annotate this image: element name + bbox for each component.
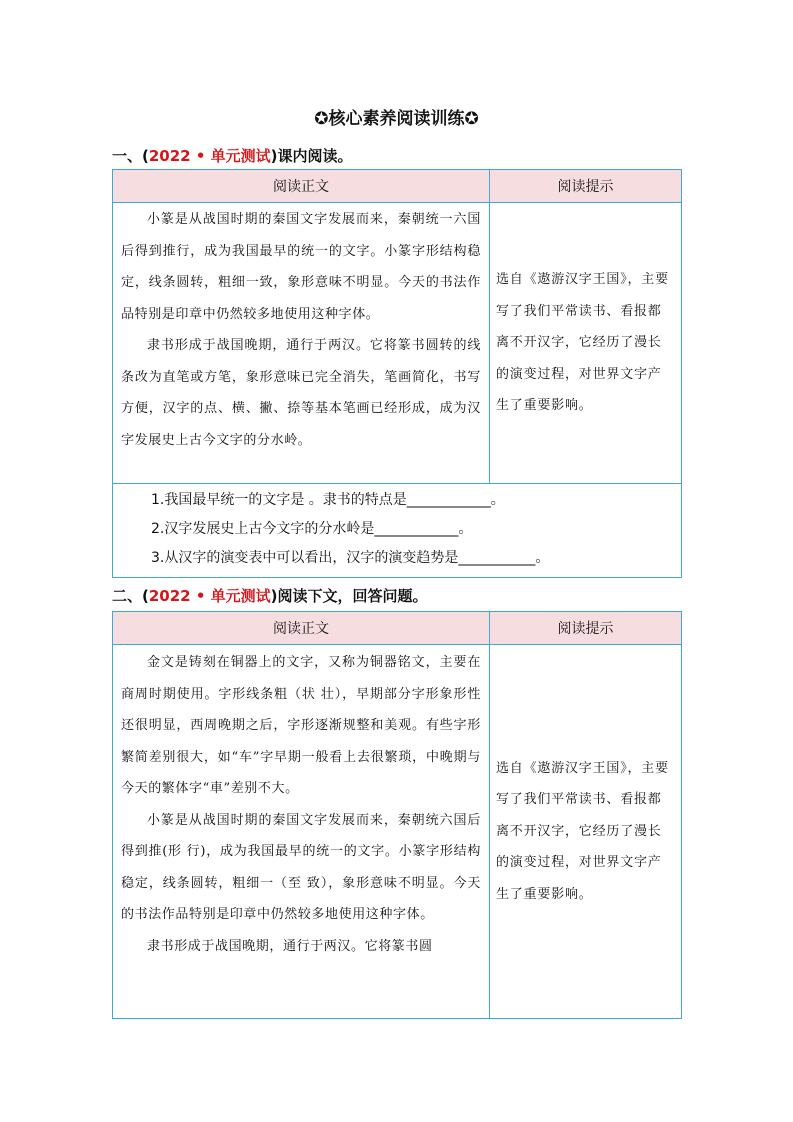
section-2-suffix: )阅读下文，回答问题。: [270, 587, 428, 605]
section-1-prefix: 一、(: [112, 147, 149, 165]
section-2-table: [112, 611, 682, 1019]
section-1-paragraph: 小篆是从战国时期的秦国文字发展而来，秦朝统一六国后得到推行，成为我国最早的统一的文字。小篆字形结构稳定，线条圆转，粗细一致，象形意味不明显。今天的书法作品特别是印章中仍然较多地使用这种字体。: [121, 212, 481, 322]
section-1-passage: [113, 203, 490, 484]
question-3: 3.从汉字的演变表中可以看出，汉字的演变趋势是___________。: [151, 550, 550, 566]
question-1: 1.我国最早统一的文字是 。隶书的特点是____________。: [151, 492, 505, 508]
section-1-head-tip: 阅读提示: [490, 170, 682, 203]
section-2-head-tip: 阅读提示: [490, 612, 682, 645]
section-1-heading: [112, 145, 353, 166]
section-1-source: 2022 • 单元测试: [148, 147, 271, 165]
page-title: ✪核心素养阅读训练✪: [314, 109, 479, 129]
section-1-questions: [113, 484, 682, 578]
section-2-passage: [113, 645, 490, 1019]
section-1-tip-cell: [490, 203, 682, 484]
section-2-prefix: 二、(: [112, 587, 149, 605]
section-2-head-text: 阅读正文: [113, 612, 490, 645]
section-2-tip: 选自《遨游汉字王国》，主要写了我们平常读书、看报都离不开汉字，它经历了漫长的演变过程，对世界文字产生了重要影响。: [496, 760, 669, 902]
section-2-source: 2022 • 单元测试: [148, 587, 271, 605]
section-2-paragraph: 金文是铸刻在铜器上的文字，又称为铜器铭文，主要在商周时期使用。字形线条粗（状 壮），早期部分字形象形性还很明显，西周晚期之后，字形逐渐规整和美观。有些字形繁简差别很大，如“车”字早期一般看上去很繁琐，中晚期与今天的繁体字“車”差别不大。: [121, 655, 481, 796]
section-1-table: [112, 169, 682, 578]
question-2: 2.汉字发展史上古今文字的分水岭是____________。: [151, 521, 473, 537]
section-2-tip-cell: [490, 645, 682, 1019]
section-1-paragraph: 隶书形成于战国晚期，通行于两汉。它将篆书圆转的线条改为直笔或方笔，象形意味已完全消失，笔画简化，书写方便，汉字的点、横、撇、捺等基本笔画已经形成，成为汉字发展史上古今文字的分水岭。: [121, 338, 481, 448]
section-1-head-text: 阅读正文: [113, 170, 490, 203]
section-2-paragraph: 小篆是从战国时期的秦国文字发展而来，秦朝统六国后得到推(形 行)，成为我国最早的统一的文字。小篆字形结构稳定，线条圆转，粗细一（至 致），象形意味不明显。今天的书法作品特别是印章中仍然较多地使用这种字体。: [121, 812, 481, 922]
section-2-heading: [112, 585, 428, 606]
section-1-suffix: )课内阅读。: [270, 147, 353, 165]
section-2-paragraph: 隶书形成于战国晚期，通行于两汉。它将篆书圆: [147, 938, 433, 954]
section-1-tip: 选自《遨游汉字王国》，主要写了我们平常读书、看报都离不开汉字，它经历了漫长的演变过程，对世界文字产生了重要影响。: [496, 272, 669, 414]
